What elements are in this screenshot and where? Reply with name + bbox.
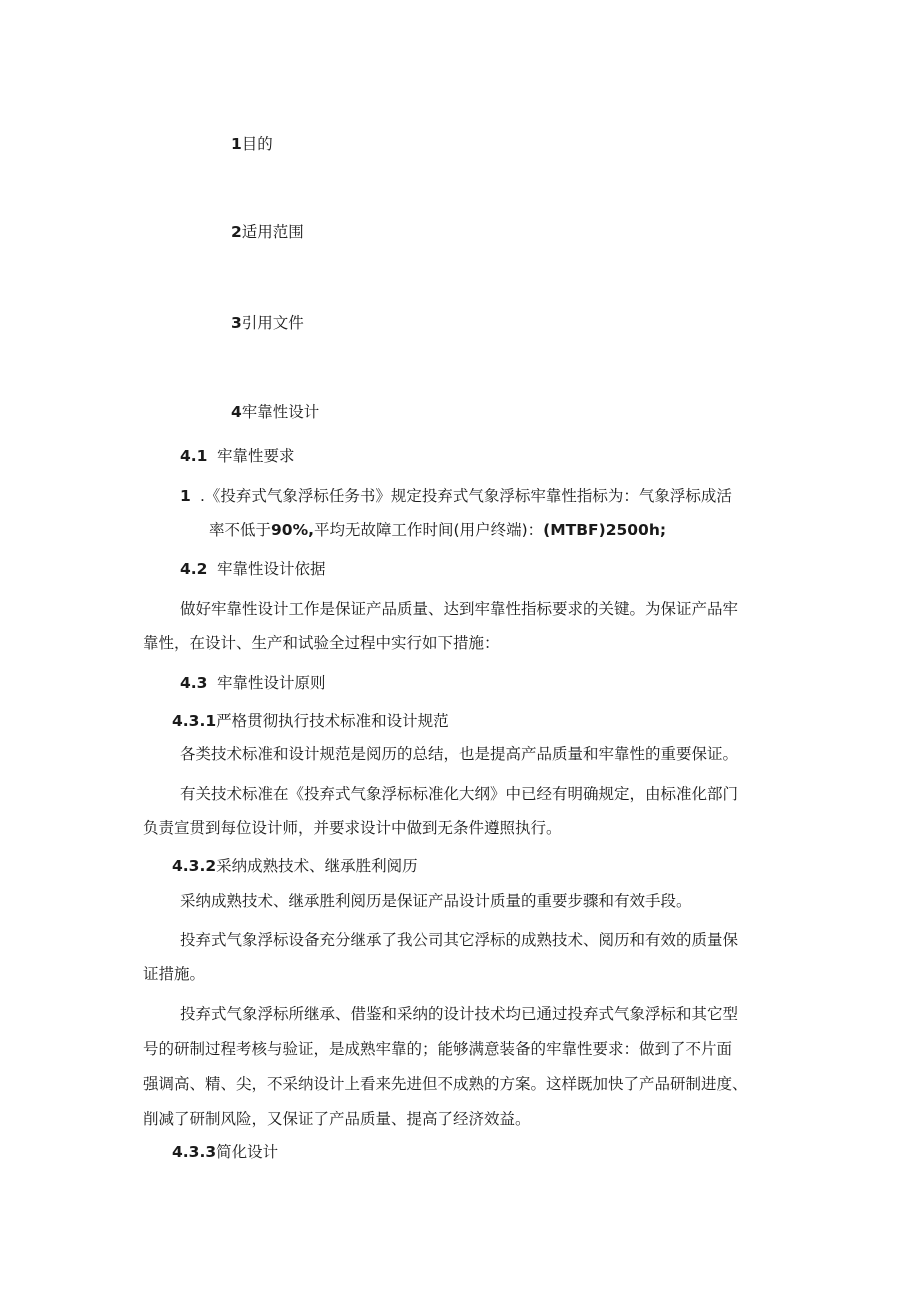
heading-text: 适用范围 [241, 223, 304, 241]
heading-number: 4 [231, 403, 242, 421]
section-4-3 [180, 672, 326, 694]
heading-text: 牢靠性设计 [241, 403, 320, 421]
subsection-number: 4.3.2 [172, 857, 217, 875]
heading-reliability-design [231, 401, 319, 423]
paragraph-4-3-1-a: 各类技术标准和设计规范是阅历的总结，也是提高产品质量和牢靠性的重要保证。 [180, 745, 739, 763]
subsection-title: 采纳成熟技术、继承胜利阅历 [216, 857, 418, 875]
paragraph-4-3-2-c-line-1: 投弃式气象浮标所继承、借鉴和采纳的设计技术均已通过投弃式气象浮标和其它型 [180, 1005, 739, 1023]
paragraph-4-3-2-c-line-4: 削减了研制风险，又保证了产品质量、提高了经济效益。 [143, 1110, 531, 1128]
mtbf-value: (MTBF)2500h; [543, 521, 667, 539]
text-run: 平均无故障工作时间(用户终端)： [314, 521, 544, 539]
survival-rate-value: 90%, [271, 521, 315, 539]
list-item-number: 1 [180, 487, 191, 505]
paragraph-4-2-line-1: 做好牢靠性设计工作是保证产品质量、达到牢靠性指标要求的关键。为保证产品牢 [180, 600, 739, 618]
paragraph-4-3-2-c-line-3: 强调高、精、尖，不采纳设计上看来先进但不成熟的方案。这样既加快了产品研制进度、 [143, 1075, 748, 1093]
paragraph-4-3-2-b-line-1: 投弃式气象浮标设备充分继承了我公司其它浮标的成熟技术、阅历和有效的质量保 [180, 931, 739, 949]
paragraph-4-3-2-b-line-2: 证措施。 [143, 965, 206, 983]
section-4-2 [180, 558, 326, 580]
subsection-title: 简化设计 [216, 1143, 279, 1161]
paragraph-4-3-1-b-line-2: 负责宣贯到每位设计师，并要求设计中做到无条件遵照执行。 [143, 819, 562, 837]
section-title: 牢靠性设计依据 [217, 560, 326, 578]
subsection-number: 4.3.1 [172, 712, 217, 730]
subsection-4-3-3 [172, 1141, 278, 1163]
list-item-1-line-2 [209, 519, 666, 541]
paragraph-4-2-line-2: 靠性，在设计、生产和试验全过程中实行如下措施： [143, 634, 500, 652]
subsection-4-3-1 [172, 710, 449, 732]
heading-text: 目的 [241, 135, 273, 153]
text-run: 率不低于 [209, 521, 272, 539]
heading-purpose [231, 133, 273, 155]
heading-text: 引用文件 [241, 314, 304, 332]
section-number: 4.2 [180, 560, 208, 578]
subsection-title: 严格贯彻执行技术标准和设计规范 [216, 712, 449, 730]
paragraph-4-3-1-b-line-1: 有关技术标准在《投弃式气象浮标标准化大纲》中已经有明确规定，由标准化部门 [180, 785, 739, 803]
paragraph-4-3-2-c-line-2: 号的研制过程考核与验证，是成熟牢靠的；能够满意装备的牢靠性要求：做到了不片面 [143, 1040, 733, 1058]
heading-number: 2 [231, 223, 242, 241]
subsection-number: 4.3.3 [172, 1143, 217, 1161]
list-item-1-line-1 [180, 485, 732, 507]
heading-number: 3 [231, 314, 242, 332]
section-number: 4.1 [180, 447, 208, 465]
section-title: 牢靠性设计原则 [217, 674, 326, 692]
section-number: 4.3 [180, 674, 208, 692]
section-title: 牢靠性要求 [217, 447, 295, 465]
heading-number: 1 [231, 135, 242, 153]
list-item-text: .《投弃式气象浮标任务书》规定投弃式气象浮标牢靠性指标为：气象浮标成活 [200, 487, 732, 505]
heading-scope [231, 221, 304, 243]
heading-references [231, 312, 304, 334]
paragraph-4-3-2-a: 采纳成熟技术、继承胜利阅历是保证产品设计质量的重要步骤和有效手段。 [180, 892, 692, 910]
section-4-1 [180, 445, 295, 467]
subsection-4-3-2 [172, 855, 418, 877]
